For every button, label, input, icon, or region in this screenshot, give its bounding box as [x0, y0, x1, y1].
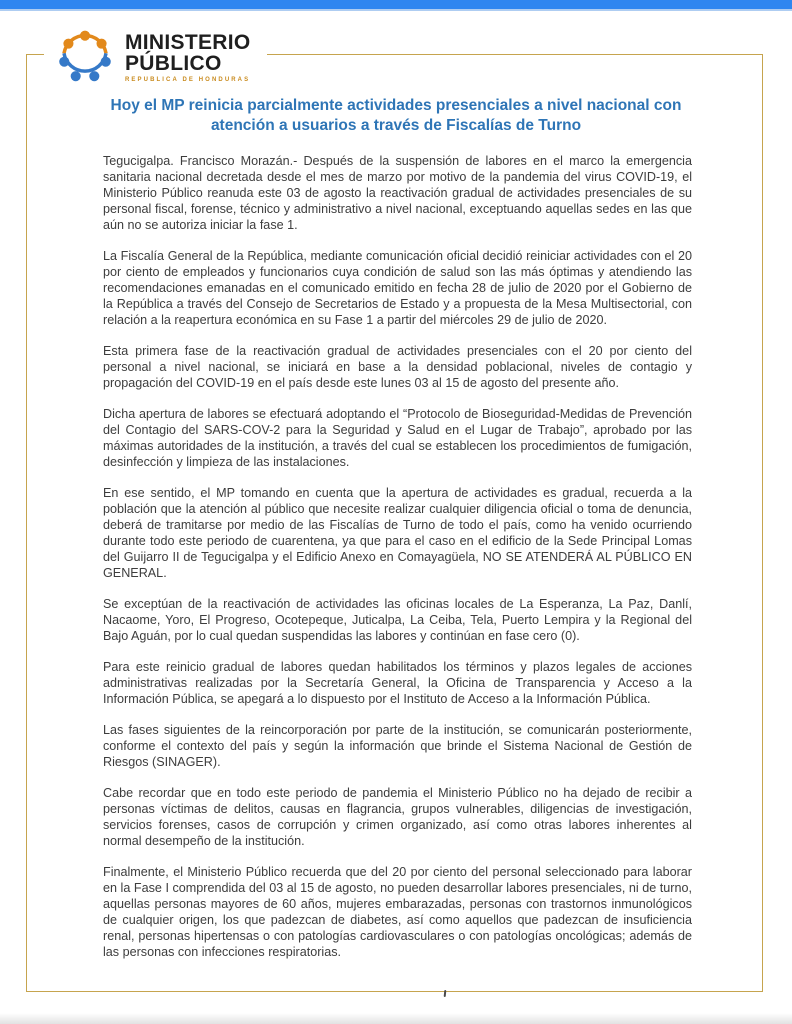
page-title-line1: Hoy el MP reinicia parcialmente actividades presenciales a nivel nacional con [110, 97, 682, 114]
paragraph: Para este reinicio gradual de labores quedan habilitados los términos y plazos legales de acciones administrativas realizadas por la Secretaría General, la Oficina de Transparencia y Acceso a la Información Pública, se apegará a lo dispuesto por el Instituto de Acceso a la Información Pública. [103, 660, 692, 706]
stray-mark [444, 990, 447, 997]
top-blue-bar [0, 0, 792, 11]
logo-tagline: REPUBLICA DE HONDURAS [125, 76, 251, 83]
paragraph: La Fiscalía General de la República, mediante comunicación oficial decidió reiniciar actividades con el 20 por ciento de empleados y funcionarios cuya condición de salud son las más óptimas y atendiendo las recomendaciones emanadas en el comunicado emitido en fecha 28 de julio de 2020 por el Gobierno de la República a través del Consejo de Secretarios de Estado y a propuesta de la Mesa Multisectorial, con relación a la reapertura económica en su Fase 1 a partir del miércoles 29 de julio de 2020. [103, 249, 692, 327]
ministerio-publico-logo [44, 22, 267, 94]
article-body [103, 153, 692, 975]
paragraph: Las fases siguientes de la reincorporación por parte de la institución, se comunicarán posteriormente, conforme el contexto del país y según la información que brinde el Sistema Nacional de Gestión de Riesgos (SINAGER). [103, 723, 692, 769]
paragraph: Esta primera fase de la reactivación gradual de actividades presenciales con el 20 por ciento del personal a nivel nacional, se iniciará en base a la densidad poblacional, niveles de contagio y propagación del COVID-19 en el país desde este lunes 03 al 15 de agosto del presente año. [103, 344, 692, 390]
paragraph: En ese sentido, el MP tomando en cuenta que la apertura de actividades es gradual, recuerda a la población que la atención al público que necesite realizar cualquier diligencia oficial o toma de denuncia, deberá de tramitarse por medio de las Fiscalías de Turno de todo el país, como ha venido ocurriendo durante todo este periodo de cuarentena, ya que para el caso en el edificio de la Sede Principal Lomas del Guijarro II de Tegucigalpa y el Edificio Anexo en Comayagüela, NO SE ATENDERÁ AL PÚBLICO EN GENERAL. [103, 486, 692, 580]
logo-name-line2: PÚBLICO [125, 51, 222, 75]
paragraph: Finalmente, el Ministerio Público recuerda que del 20 por ciento del personal seleccionado para laborar en la Fase I comprendida del 03 al 15 de agosto, no pueden desarrollar labores presenciales, ni de turno, aquellas personas mayores de 60 años, mujeres embarazadas, personas con trastornos inmunológicos de cualquier origen, los que padezcan de diabetes, así como aquellos que padezcan de insuficiencia renal, personas hipertensas o con patologías cardiovasculares o con patologías oncológicas; además de las personas con infecciones respiratorias. [103, 865, 692, 959]
paragraph: Cabe recordar que en todo este periodo de pandemia el Ministerio Público no ha dejado de recibir a personas víctimas de delitos, causas en flagrancia, grupos vulnerables, diligencias de investigación, servicios forenses, casos de corrupción y crimen organizado, así como otras labores inherentes al normal desempeño de la institución. [103, 786, 692, 848]
paragraph-dateline: Tegucigalpa. Francisco Morazán.- Después de la suspensión de labores en el marco la emergencia sanitaria nacional decretada desde el mes de marzo por motivo de la pandemia del virus COVID-19, el Ministerio Público reanuda este 03 de agosto la reactivación gradual de actividades presenciales de su personal fiscal, forense, técnico y administrativo a nivel nacional, exceptuando aquellas sedes en las que aún no se autoriza iniciar la fase 1. [103, 154, 692, 232]
people-ring-icon [54, 26, 116, 88]
page-title-line2: atención a usuarios a través de Fiscalías de Turno [210, 116, 582, 134]
photo-bottom-edge [0, 1013, 792, 1024]
paragraph: Se exceptúan de la reactivación de actividades las oficinas locales de La Esperanza, La Paz, Danlí, Nacaome, Yoro, El Progreso, Ocotepeque, Juticalpa, La Ceiba, Tela, Puerto Lempira y la Regional del Bajo Aguán, por lo cual quedan suspendidas las labores y continúan en fase cero (0). [103, 597, 692, 643]
logo-name-line1: MINISTERIO [125, 30, 251, 54]
page-title [66, 96, 726, 135]
paragraph: Dicha apertura de labores se efectuará adoptando el “Protocolo de Bioseguridad-Medidas de Prevención del Contagio del SARS-COV-2 para la Seguridad y Salud en el Lugar de Trabajo”, aprobado por las máximas autoridades de la institución, a través del cual se establecen los procedimientos de fumigación, desinfección y limpieza de las instalaciones. [103, 407, 692, 469]
logo-text-block [125, 32, 251, 83]
